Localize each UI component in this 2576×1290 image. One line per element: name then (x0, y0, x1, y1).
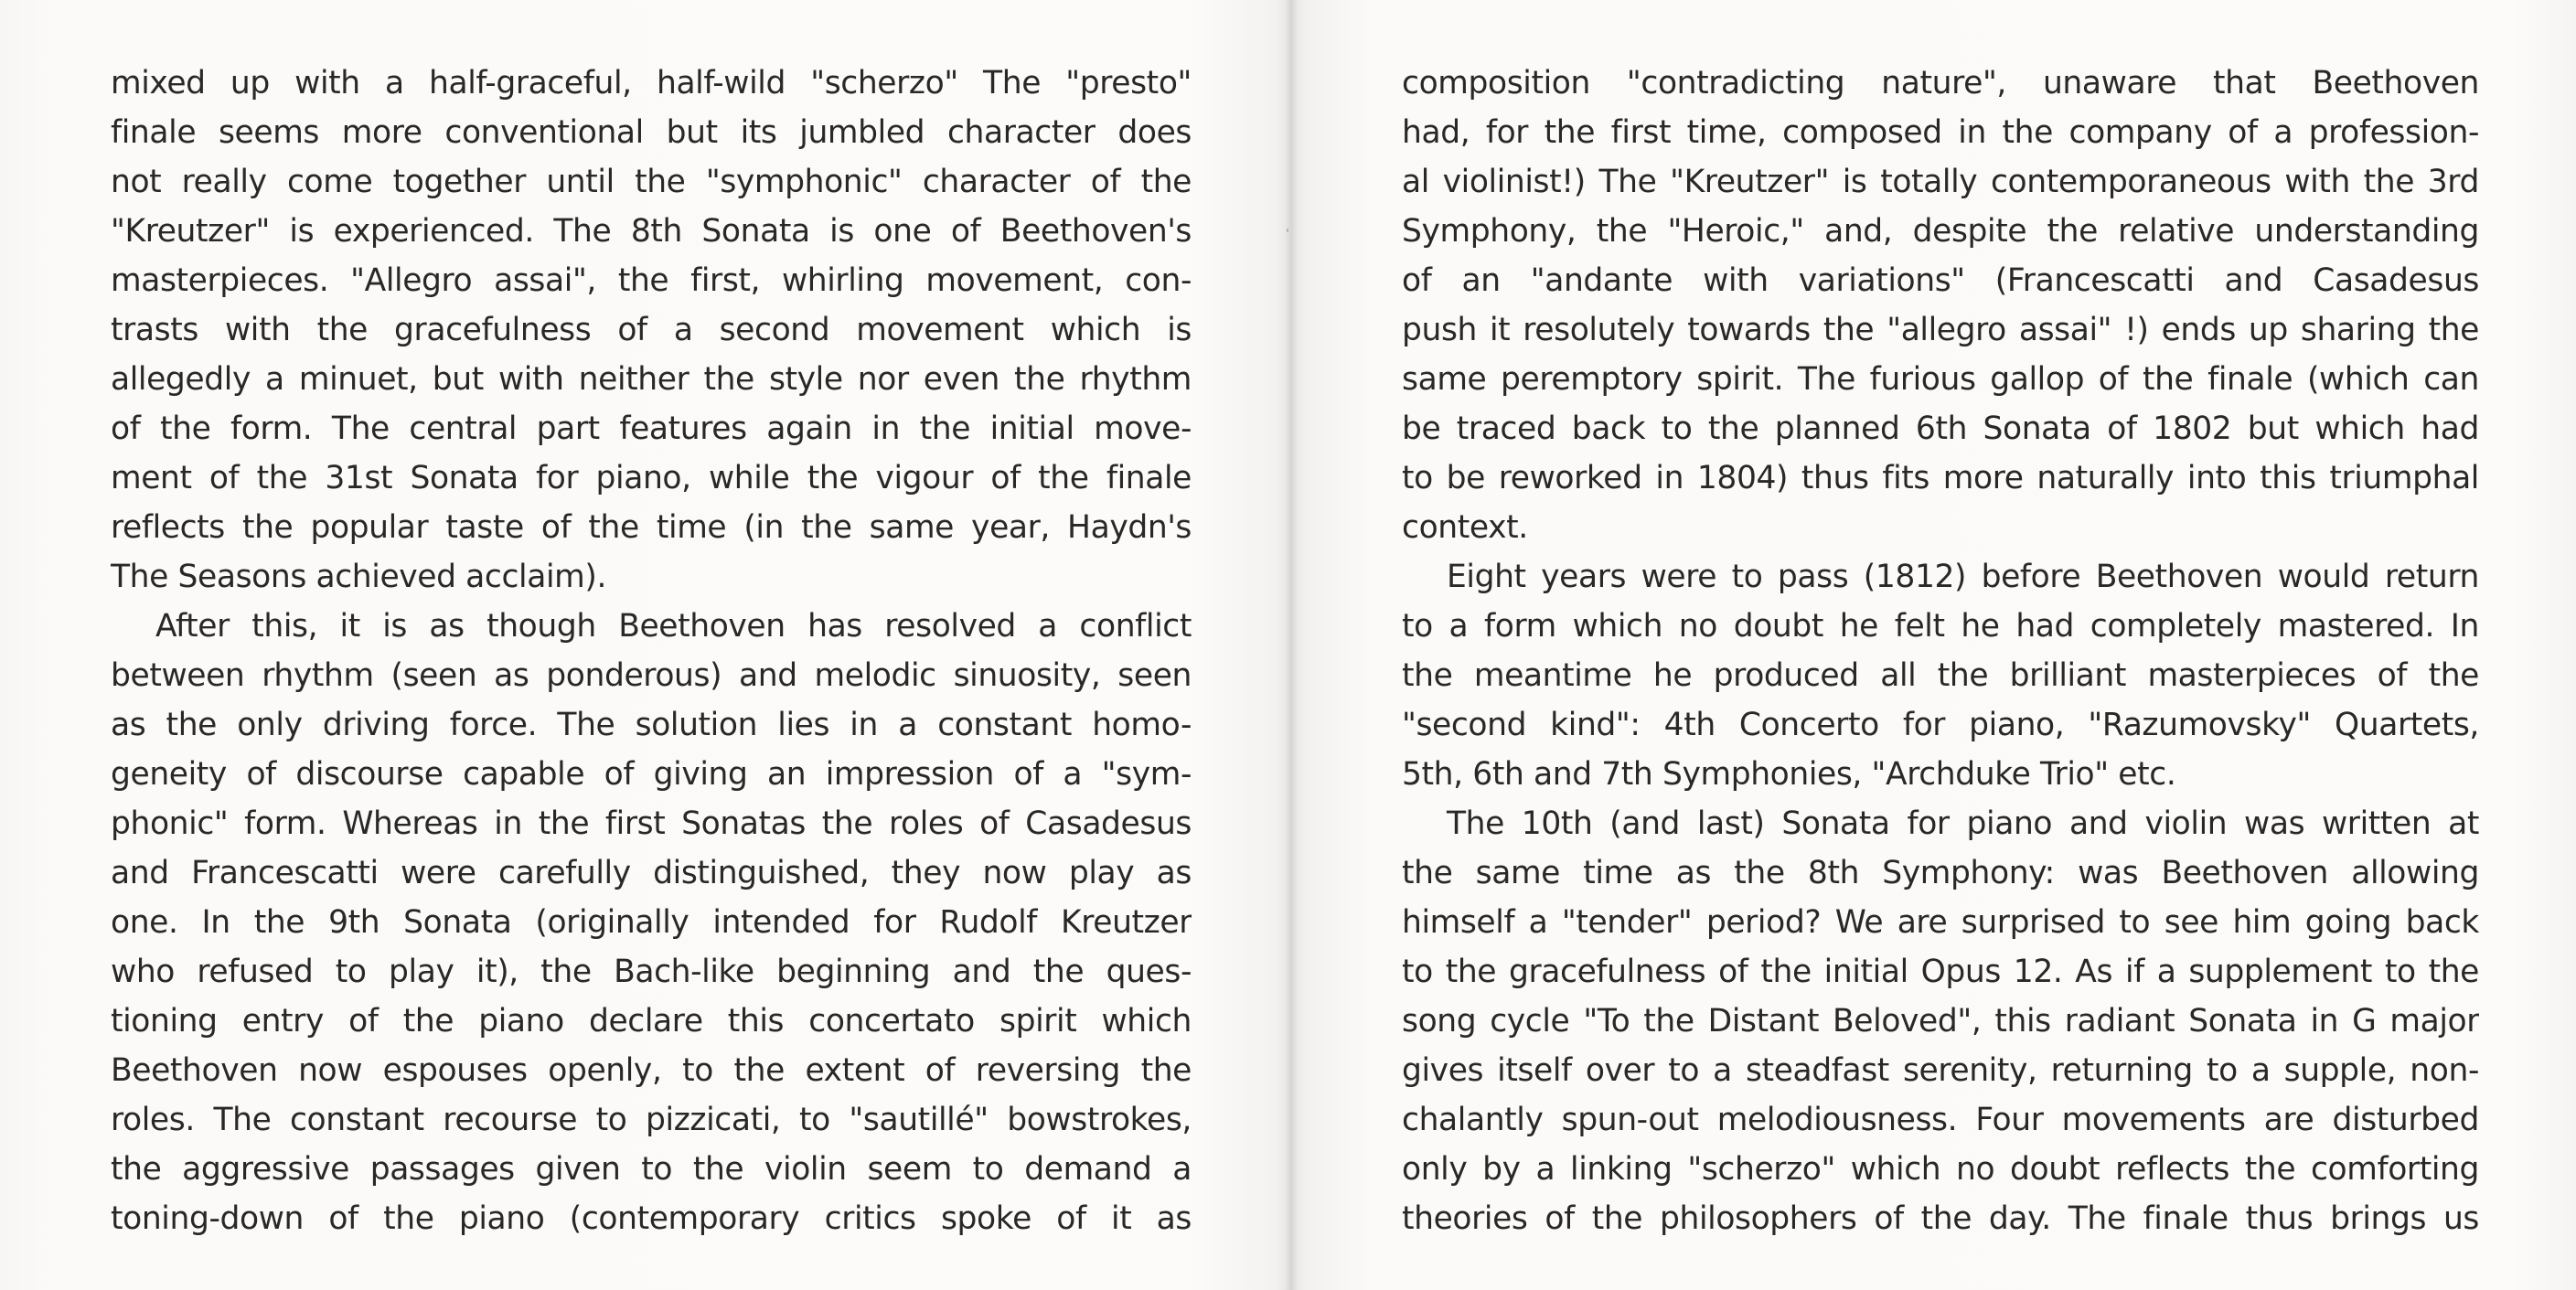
text-line: had, for the first time, composed in the company of a profession- (1402, 114, 2479, 151)
text-line: not really come together until the "symphonic" character of the (111, 164, 1192, 200)
text-line: as the only driving force. The solution lies in a constant homo- (111, 707, 1192, 743)
text-line: only by a linking "scherzo" which no doubt reflects the comforting (1402, 1151, 2479, 1188)
text-line: who refused to play it), the Bach-like beginning and the ques- (111, 954, 1192, 990)
text-line: gives itself over to a steadfast serenity, returning to a supple, non- (1402, 1052, 2479, 1089)
text-line: the same time as the 8th Symphony: was Beethoven allowing (1402, 855, 2479, 891)
text-line: The Seasons achieved acclaim). (111, 559, 607, 595)
text-line: The 10th (and last) Sonata for piano and violin was written at (1447, 805, 2479, 842)
text-line: roles. The constant recourse to pizzicati, to "sautillé" bowstrokes, (111, 1102, 1192, 1138)
left-page-text (111, 59, 1192, 1243)
text-line: to be reworked in 1804) thus fits more naturally into this triumphal (1402, 460, 2479, 496)
gutter-mark (1287, 229, 1288, 232)
text-line: masterpieces. "Allegro assai", the first, whirling movement, con- (111, 262, 1192, 299)
text-line: of the form. The central part features again in the initial move- (111, 410, 1192, 447)
text-line: same peremptory spirit. The furious gallop of the finale (which can (1402, 361, 2479, 398)
text-line: composition "contradicting nature", unaware that Beethoven (1402, 65, 2479, 101)
text-line: finale seems more conventional but its jumbled character does (111, 114, 1192, 151)
text-line: be traced back to the planned 6th Sonata of 1802 but which had (1402, 410, 2479, 447)
text-line: song cycle "To the Distant Beloved", this radiant Sonata in G major (1402, 1003, 2479, 1039)
text-line: phonic" form. Whereas in the first Sonatas the roles of Casadesus (111, 805, 1192, 842)
text-line: "Kreutzer" is experienced. The 8th Sonata is one of Beethoven's (111, 213, 1192, 250)
text-line: After this, it is as though Beethoven has resolved a conflict (155, 608, 1192, 645)
text-line: himself a "tender" period? We are surprised to see him going back (1402, 904, 2479, 941)
text-line: allegedly a minuet, but with neither the style nor even the rhythm (111, 361, 1192, 398)
text-line: the aggressive passages given to the violin seem to demand a (111, 1151, 1192, 1188)
text-line: context. (1402, 509, 1528, 546)
text-line: toning-down of the piano (contemporary critics spoke of it as (111, 1200, 1192, 1237)
text-line: trasts with the gracefulness of a second movement which is (111, 312, 1192, 348)
text-line: 5th, 6th and 7th Symphonies, "Archduke Trio" etc. (1402, 756, 2176, 793)
text-line: one. In the 9th Sonata (originally intended for Rudolf Kreutzer (111, 904, 1192, 941)
text-line: chalantly spun-out melodiousness. Four movements are disturbed (1402, 1102, 2479, 1138)
text-line: Beethoven now espouses openly, to the extent of reversing the (111, 1052, 1192, 1089)
text-line: Symphony, the "Heroic," and, despite the relative understanding (1402, 213, 2479, 250)
right-page-text (1402, 59, 2479, 1243)
text-line: Eight years were to pass (1812) before Beethoven would return (1447, 559, 2479, 595)
text-line: theories of the philosophers of the day. The finale thus brings us (1402, 1200, 2479, 1237)
text-line: to the gracefulness of the initial Opus 12. As if a supplement to the (1402, 954, 2479, 990)
text-line: to a form which no doubt he felt he had completely mastered. In (1402, 608, 2479, 645)
text-line: of an "andante with variations" (Francescatti and Casadesus (1402, 262, 2479, 299)
text-line: push it resolutely towards the "allegro assai" !) ends up sharing the (1402, 312, 2479, 348)
text-line: reflects the popular taste of the time (in the same year, Haydn's (111, 509, 1192, 546)
text-line: geneity of discourse capable of giving an impression of a "sym- (111, 756, 1192, 793)
text-line: "second kind": 4th Concerto for piano, "Razumovsky" Quartets, (1402, 707, 2479, 743)
text-line: and Francescatti were carefully distinguished, they now play as (111, 855, 1192, 891)
text-line: between rhythm (seen as ponderous) and melodic sinuosity, seen (111, 657, 1192, 694)
text-line: the meantime he produced all the brilliant masterpieces of the (1402, 657, 2479, 694)
page-fold (1285, 0, 1298, 1290)
text-line: tioning entry of the piano declare this concertato spirit which (111, 1003, 1192, 1039)
text-line: al violinist!) The "Kreutzer" is totally contemporaneous with the 3rd (1402, 164, 2479, 200)
text-line: ment of the 31st Sonata for piano, while the vigour of the finale (111, 460, 1192, 496)
text-line: mixed up with a half-graceful, half-wild "scherzo" The "presto" (111, 65, 1192, 101)
